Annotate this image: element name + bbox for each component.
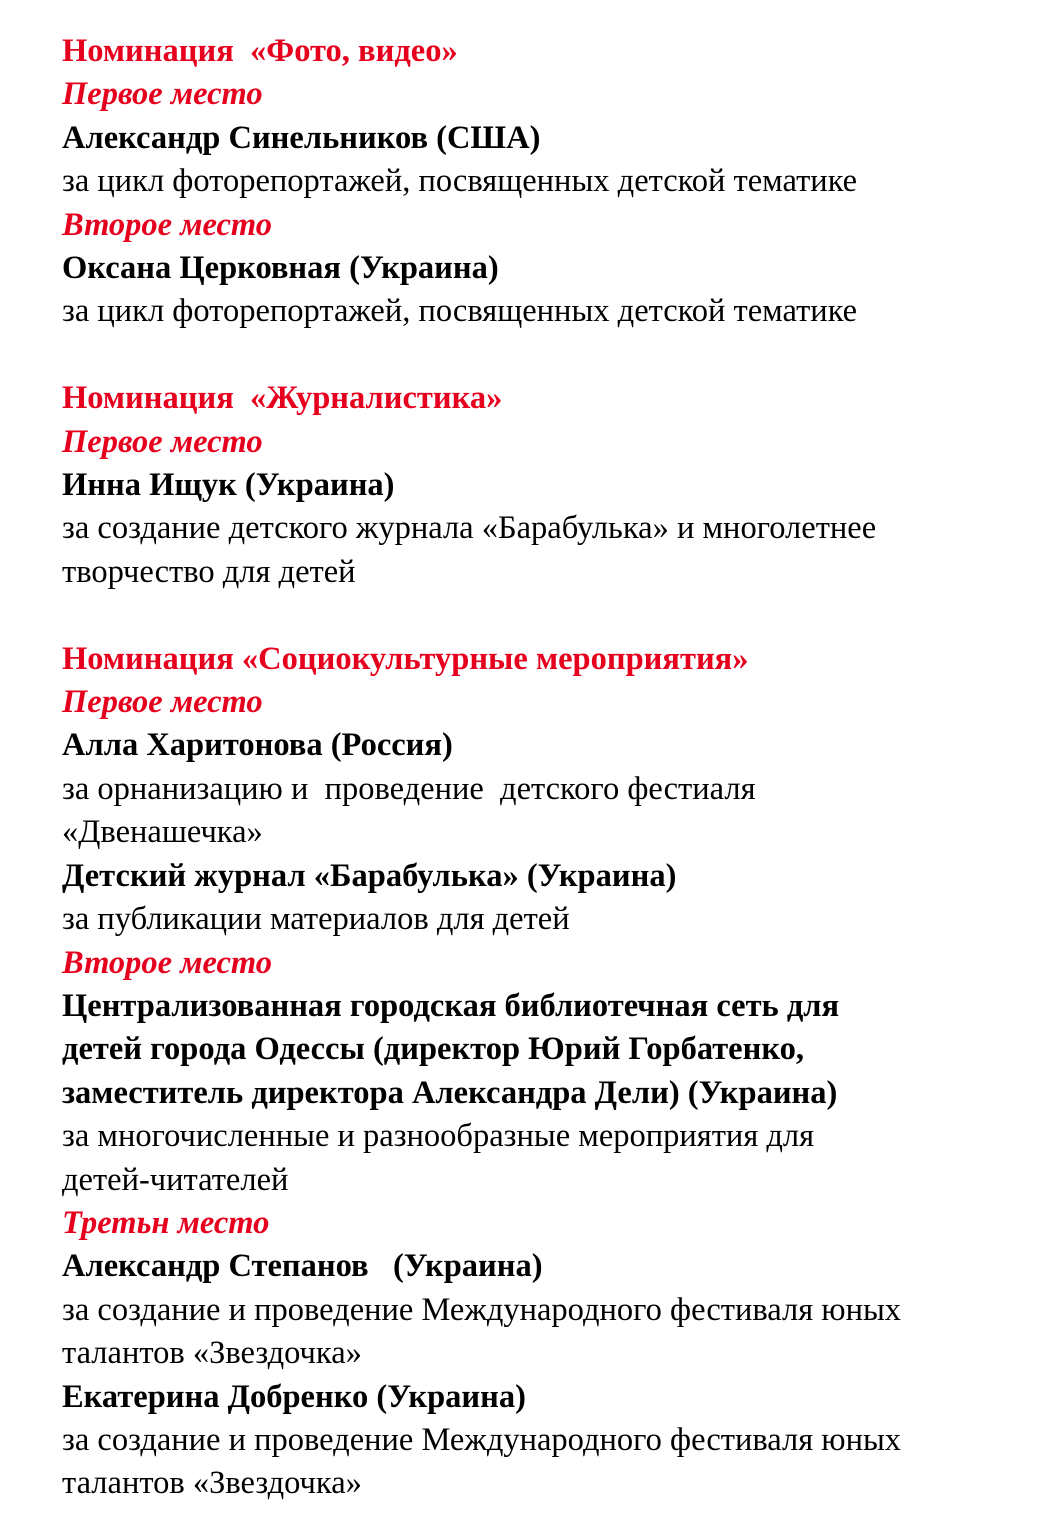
nomination-title: Номинация «Фото, видео» <box>62 33 458 69</box>
winner-name: Екатерина Добренко (Украина) <box>62 1378 526 1415</box>
winner-name: детей города Одессы (директор Юрий Горбатенко, <box>62 1031 805 1068</box>
nomination-title: Номинация «Социокультурные мероприятия» <box>62 640 749 677</box>
award-description: за создание детского журнала «Барабулька» и многолетнее <box>62 510 877 547</box>
award-description: за орнанизацию и проведение детского фестиаля <box>62 770 756 807</box>
award-description: «Двенашечка» <box>62 814 263 851</box>
place-heading: Третьн место <box>62 1204 270 1241</box>
winner-name: Алла Харитонова (Россия) <box>62 727 453 764</box>
winner-name: Детский журнал «Барабулька» (Украина) <box>62 857 677 894</box>
award-description: детей-читателей <box>62 1161 289 1198</box>
nomination-title: Номинация «Журналистика» <box>62 380 503 417</box>
section-spacer <box>62 594 1052 637</box>
winner-name: Оксана Церковная (Украина) <box>62 250 499 287</box>
award-description: за создание и проведение Международного фестиваля юных <box>62 1291 902 1328</box>
place-heading: Первое место <box>62 76 263 113</box>
winner-name: Александр Степанов (Украина) <box>62 1248 543 1285</box>
place-heading: Первое место <box>62 423 263 460</box>
place-heading: Второе место <box>62 206 273 243</box>
award-description: за создание и проведение Международного фестиваля юных <box>62 1421 902 1458</box>
winner-name: Инна Ищук (Украина) <box>62 467 395 504</box>
award-description: за публикации материалов для детей <box>62 901 570 938</box>
award-description: за многочисленные и разнообразные мероприятия для <box>62 1118 815 1155</box>
award-description: творчество для детей <box>62 553 356 590</box>
place-heading: Второе место <box>62 944 273 981</box>
award-description: за цикл фоторепортажей, посвященных детской тематике <box>62 163 858 200</box>
nomination-section-photo-video <box>62 30 1052 334</box>
award-description: талантов «Звездочка» <box>62 1335 362 1372</box>
nomination-section-sociocultural-events <box>62 638 1052 1506</box>
winner-name: Александр Синельников (США) <box>62 119 541 156</box>
winner-name: Централизованная городская библиотечная сеть для <box>62 987 840 1024</box>
section-spacer <box>62 334 1052 377</box>
document-page <box>62 30 1052 1506</box>
winner-name: заместитель директора Александра Дели) (Украина) <box>62 1074 838 1111</box>
award-description: талантов «Звездочка» <box>62 1465 362 1502</box>
nomination-section-journalism <box>62 377 1052 594</box>
award-description: за цикл фоторепортажей, посвященных детской тематике <box>62 293 858 330</box>
place-heading: Первое место <box>62 684 263 721</box>
